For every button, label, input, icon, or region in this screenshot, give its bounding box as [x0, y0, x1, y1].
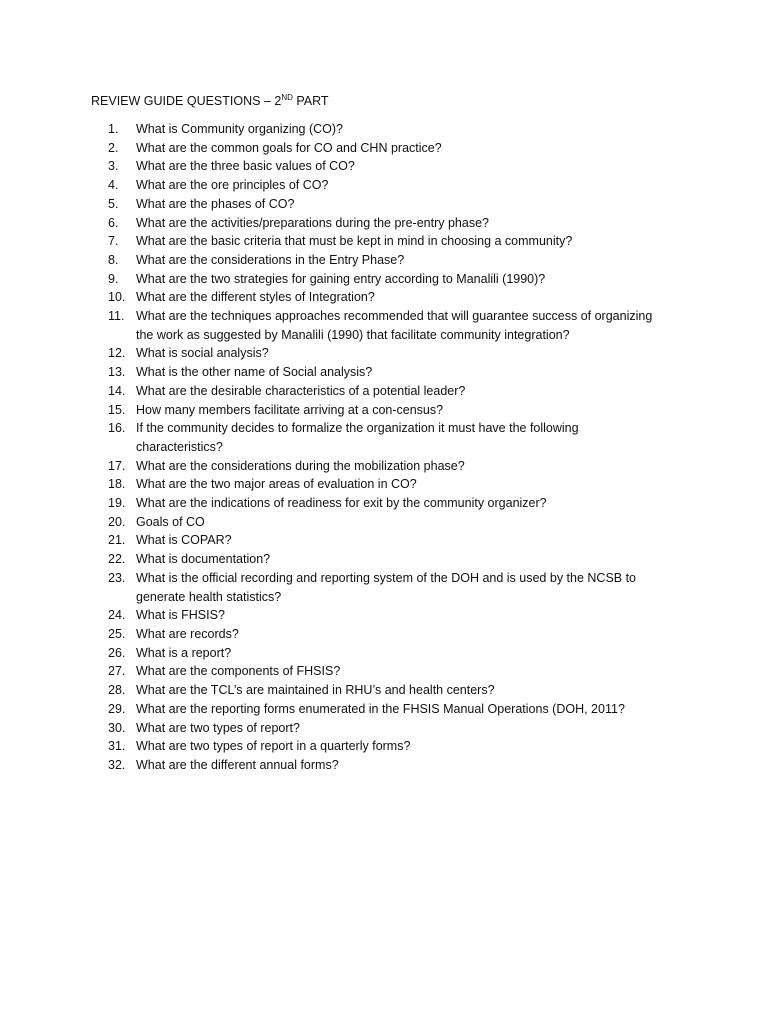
question-number: 22. — [108, 552, 126, 567]
question-item — [0, 494, 676, 513]
question-number: 19. — [108, 496, 126, 511]
question-number: 18. — [108, 477, 126, 492]
question-number: 3. — [108, 159, 119, 174]
question-number: 32. — [108, 757, 126, 772]
question-number: 27. — [108, 664, 126, 679]
question-text: What are the three basic values of CO? — [136, 159, 355, 174]
title-superscript: ND — [281, 93, 293, 102]
question-text: What is COPAR? — [136, 533, 232, 548]
title-prefix: REVIEW GUIDE QUESTIONS – 2 — [91, 94, 282, 108]
question-number: 29. — [108, 701, 126, 716]
question-text: What is Community organizing (CO)? — [136, 122, 344, 136]
question-number: 8. — [108, 252, 119, 267]
question-text: What are the two strategies for gaining entry according to Manalili (1990)? — [136, 271, 546, 286]
question-item — [0, 232, 676, 251]
question-text: What is a report? — [136, 645, 232, 660]
question-item — [0, 307, 676, 344]
question-number: 14. — [108, 383, 126, 398]
question-number: 25. — [108, 626, 126, 641]
question-text: What are the considerations in the Entry Phase? — [136, 252, 405, 267]
question-number: 5. — [108, 196, 119, 211]
question-number: 16. — [108, 421, 126, 436]
question-item — [0, 475, 676, 494]
question-number: 28. — [108, 683, 126, 698]
question-text: What are the techniques approaches recommended that will guarantee success of organizing — [136, 309, 653, 324]
question-number: 15. — [108, 402, 126, 417]
question-text: If the community decides to formalize the organization it must have the following — [136, 421, 579, 436]
question-number: 10. — [108, 290, 126, 305]
question-list — [0, 120, 768, 775]
page-title — [91, 92, 329, 110]
question-item — [0, 569, 676, 606]
question-text: What are the two major areas of evaluation in CO? — [136, 477, 417, 492]
question-text: What are the common goals for CO and CHN practice? — [136, 140, 442, 155]
question-text: What are the phases of CO? — [136, 196, 295, 211]
question-item — [0, 719, 676, 738]
question-number: 30. — [108, 720, 126, 735]
question-number: 9. — [108, 271, 119, 286]
question-item — [0, 157, 676, 176]
question-text: What are the desirable characteristics of a potential leader? — [136, 383, 466, 398]
question-item — [0, 662, 676, 681]
question-text: Goals of CO — [136, 514, 205, 529]
question-text: What are the different styles of Integration? — [136, 290, 375, 305]
question-number: 13. — [108, 365, 126, 380]
question-number: 11. — [108, 309, 125, 324]
question-text: What are the TCL’s are maintained in RHU’s and health centers? — [136, 683, 495, 698]
question-text: How many members facilitate arriving at a con-census? — [136, 402, 444, 417]
question-item — [0, 270, 676, 289]
question-item — [0, 120, 676, 139]
question-number: 17. — [108, 458, 126, 473]
question-text: What are the reporting forms enumerated in the FHSIS Manual Operations (DOH, 2011? — [136, 701, 625, 716]
question-item — [0, 550, 676, 569]
question-number: 24. — [108, 608, 126, 623]
question-text: generate health statistics? — [136, 589, 282, 604]
title-suffix: PART — [292, 94, 329, 108]
question-number: 4. — [108, 178, 119, 193]
question-text: What is the official recording and reporting system of the DOH and is used by the NCSB to — [136, 570, 637, 585]
question-item — [0, 419, 676, 456]
question-item — [0, 401, 676, 420]
question-number: 31. — [108, 739, 126, 754]
question-text: What is documentation? — [136, 552, 271, 567]
question-item — [0, 288, 676, 307]
question-number: 12. — [108, 346, 126, 361]
question-number: 7. — [108, 234, 119, 249]
question-number: 26. — [108, 645, 126, 660]
question-item — [0, 363, 676, 382]
question-text: What are the ore principles of CO? — [136, 178, 329, 193]
question-item — [0, 700, 676, 719]
question-number: 21. — [108, 533, 126, 548]
question-item — [0, 644, 676, 663]
question-item — [0, 176, 676, 195]
question-text: What are the different annual forms? — [136, 757, 339, 772]
question-text: What are the indications of readiness for exit by the community organizer? — [136, 496, 547, 511]
question-number: 20. — [108, 514, 126, 529]
question-item — [0, 531, 676, 550]
question-number: 6. — [108, 215, 119, 230]
question-item — [0, 625, 676, 644]
question-text: What are two types of report in a quarterly forms? — [136, 739, 411, 754]
question-text: What are the activities/preparations during the pre-entry phase? — [136, 215, 489, 230]
question-number: 1. — [108, 122, 119, 136]
question-item — [0, 457, 676, 476]
question-item — [0, 195, 676, 214]
question-text: characteristics? — [136, 439, 223, 454]
question-item — [0, 737, 676, 756]
question-item — [0, 606, 676, 625]
question-text: What are two types of report? — [136, 720, 300, 735]
question-item — [0, 344, 676, 363]
question-number: 23. — [108, 570, 126, 585]
question-item — [0, 756, 676, 775]
question-text: the work as suggested by Manalili (1990) that facilitate community integration? — [136, 327, 570, 342]
question-text: What is the other name of Social analysis? — [136, 365, 373, 380]
question-number: 2. — [108, 140, 119, 155]
question-text: What are the components of FHSIS? — [136, 664, 341, 679]
question-text: What are records? — [136, 626, 239, 641]
question-text: What are the considerations during the mobilization phase? — [136, 458, 465, 473]
question-item — [0, 681, 676, 700]
question-item — [0, 214, 676, 233]
question-item — [0, 513, 676, 532]
question-item — [0, 251, 676, 270]
question-text: What is FHSIS? — [136, 608, 225, 623]
question-item — [0, 382, 676, 401]
question-text: What are the basic criteria that must be kept in mind in choosing a community? — [136, 234, 573, 249]
question-item — [0, 139, 676, 158]
question-text: What is social analysis? — [136, 346, 269, 361]
